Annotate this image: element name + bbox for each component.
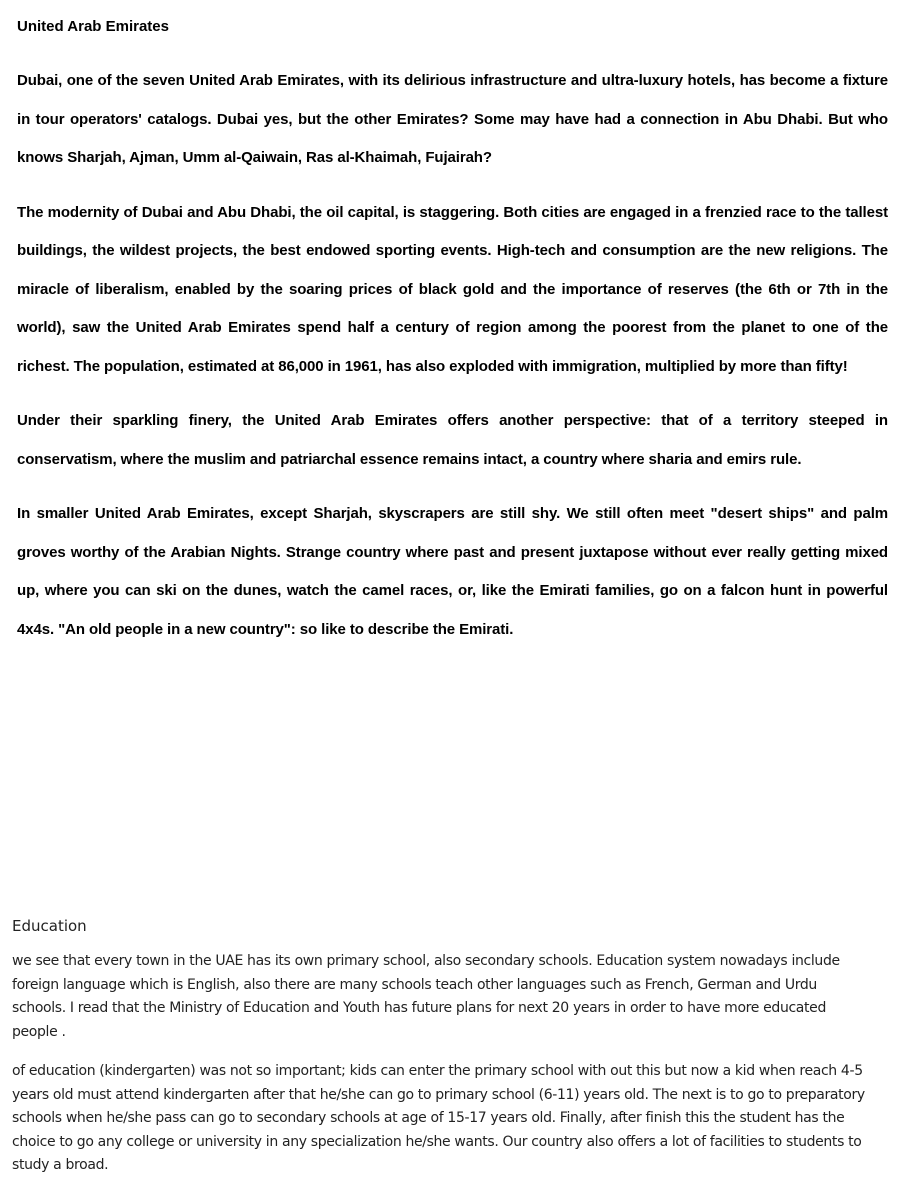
article-title: United Arab Emirates	[17, 18, 169, 35]
article-paragraph-3: Under their sparkling finery, the United Arab Emirates offers another perspective: that of a territory steeped in conservatism, where the muslim and patriarchal essence remains intact, a country where sharia and emirs rule.	[17, 412, 888, 468]
article-paragraph-4: In smaller United Arab Emirates, except Sharjah, skyscrapers are still shy. We still often meet "desert ships" and palm groves worthy of the Arabian Nights. Strange country where past and present juxtapose without ever really getting mixed up, where you can ski on the dunes, watch the camel races, or, like the Emirati families, go on a falcon hunt in powerful 4x4s. "An old people in a new country": so like to describe the Emirati.	[17, 505, 888, 638]
education-section	[12, 914, 872, 1178]
article-paragraph-1: Dubai, one of the seven United Arab Emirates, with its delirious infrastructure and ultra-luxury hotels, has become a fixture in tour operators' catalogs. Dubai yes, but the other Emirates? Some may have had a connection in Abu Dhabi. But who knows Sharjah, Ajman, Umm al-Qaiwain, Ras al-Khaimah, Fujairah?	[17, 72, 888, 166]
education-heading: Education	[12, 917, 87, 935]
education-paragraph-1: we see that every town in the UAE has its own primary school, also secondary schools. Education system nowadays include foreign language which is English, also there are many schools teach other languages such as French, German and Urdu schools. I read that the Ministry of Education and Youth has future plans for next 20 years in order to have more educated people .	[12, 953, 840, 1040]
article-paragraph-2: The modernity of Dubai and Abu Dhabi, the oil capital, is staggering. Both cities are engaged in a frenzied race to the tallest buildings, the wildest projects, the best endowed sporting events. High-tech and consumption are the new religions. The miracle of liberalism, enabled by the soaring prices of black gold and the importance of reserves (the 6th or 7th in the world), saw the United Arab Emirates spend half a century of region among the poorest from the planet to one of the richest. The population, estimated at 86,000 in 1961, has also exploded with immigration, multiplied by more than fifty!	[17, 203, 888, 375]
education-paragraph-2: of education (kindergarten) was not so important; kids can enter the primary school with out this but now a kid when reach 4-5 years old must attend kindergarten after that he/she can go to primary school (6-11) years old. The next is to go to preparatory schools when he/she pass can go to secondary schools at age of 15-17 years old. Finally, after finish this the student has the choice to go any college or university in any specialization he/she wants. Our country also offers a lot of facilities to students to study a broad.	[12, 1063, 865, 1173]
article-section	[17, 14, 888, 649]
